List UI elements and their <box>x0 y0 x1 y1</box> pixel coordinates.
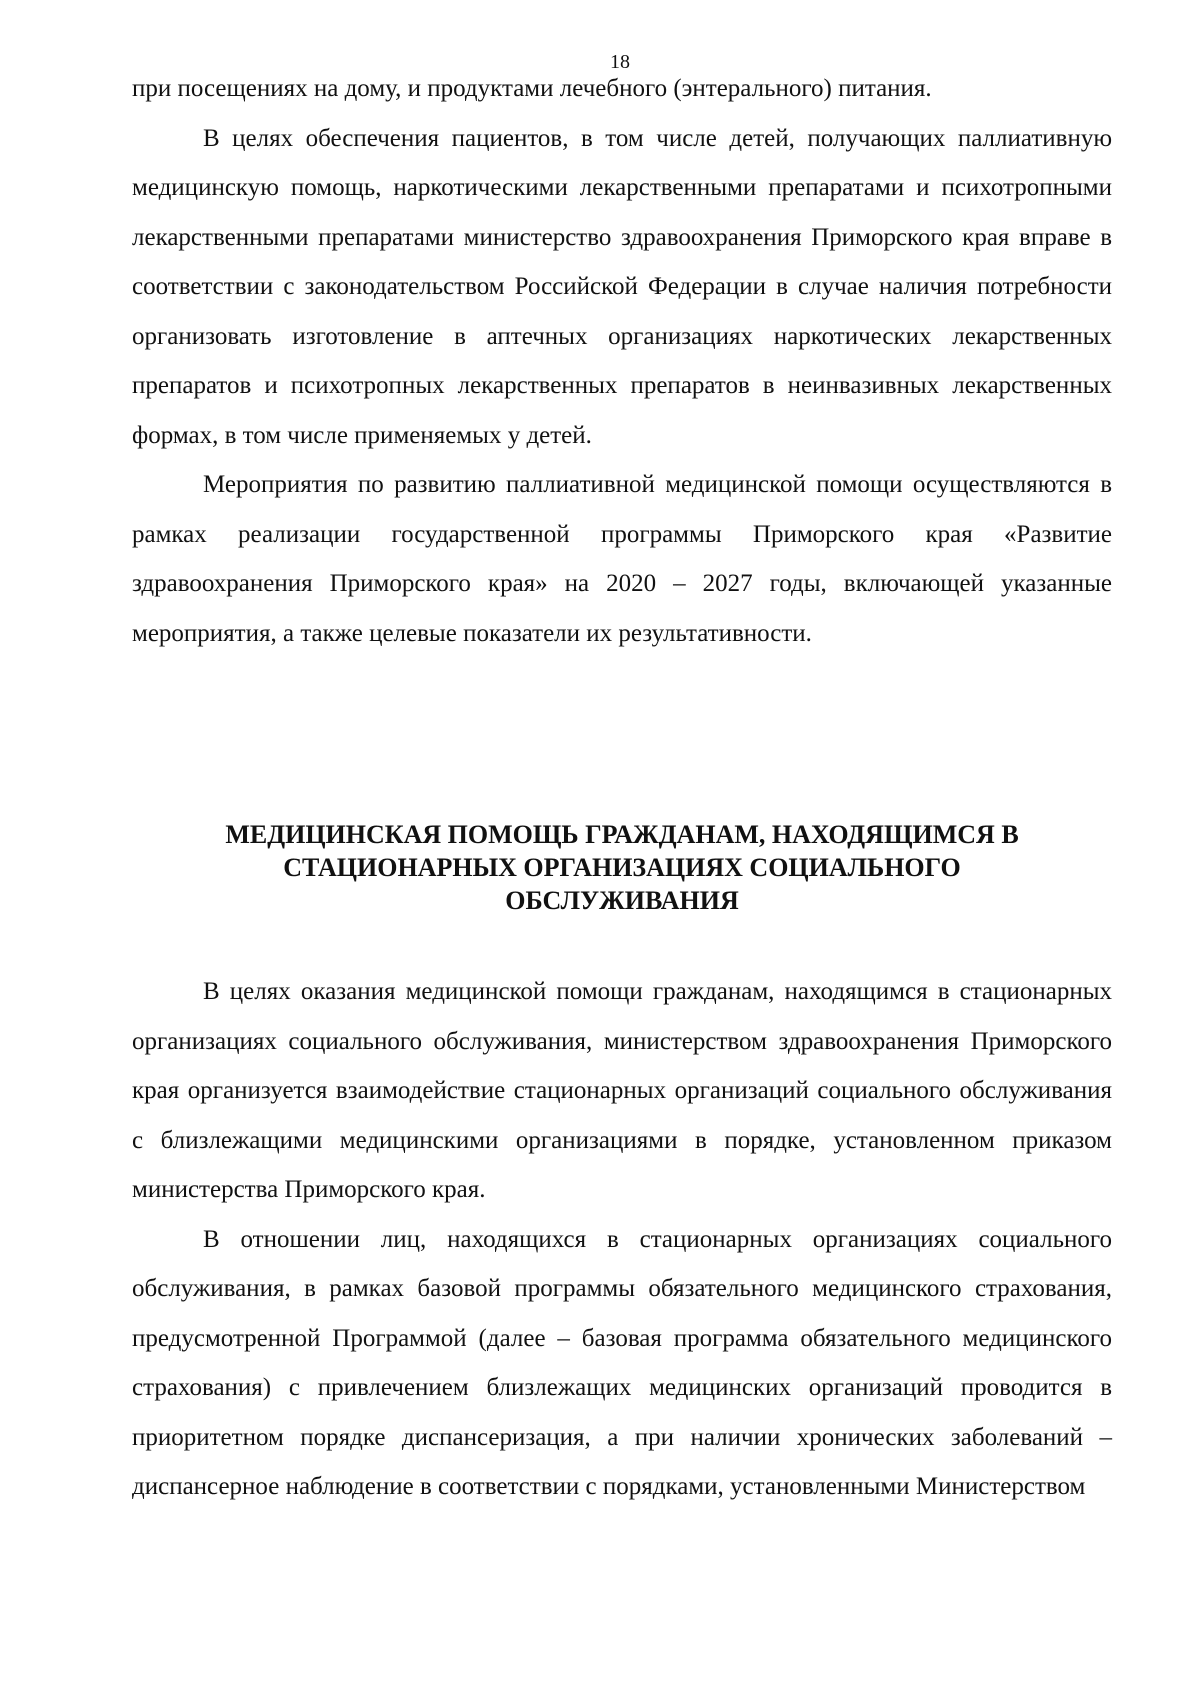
section-heading-line: МЕДИЦИНСКАЯ ПОМОЩЬ ГРАЖДАНАМ, НАХОДЯЩИМСЯ В <box>225 820 1019 849</box>
section-heading-line: ОБСЛУЖИВАНИЯ <box>505 886 739 915</box>
section-heading-line: СТАЦИОНАРНЫХ ОРГАНИЗАЦИЯХ СОЦИАЛЬНОГО <box>283 853 961 882</box>
page-number: 18 <box>610 51 630 73</box>
paragraph-narcotics: В целях обеспечения пациентов, в том числе детей, получающих паллиативную медицинскую помощь, наркотическими лекарственными препаратами и психотропными лекарственными препаратами министерство здравоохранения Приморского края вправе в соответствии с законодательством Российской Федерации в случае наличия потребности организовать изготовление в аптечных организациях наркотических лекарственных препаратов и психотропных лекарственных препаратов в неинвазивных лекарственных формах, в том числе применяемых у детей. <box>132 124 1112 449</box>
paragraph-program: Мероприятия по развитию паллиативной медицинской помощи осуществляются в рамках реализации государственной программы Приморского края «Развитие здравоохранения Приморского края» на 2020 – 2027 годы, включающей указанные мероприятия, а также целевые показатели их результативности. <box>132 471 1112 647</box>
paragraph-continuation: при посещениях на дому, и продуктами лечебного (энтерального) питания. <box>132 75 932 102</box>
section-heading <box>132 818 1112 917</box>
paragraph-dispensary: В отношении лиц, находящихся в стационарных организациях социального обслуживания, в рамках базовой программы обязательного медицинского страхования, предусмотренной Программой (далее – базовая программа обязательного медицинского страхования) с привлечением близлежащих медицинских организаций проводится в приоритетном порядке диспансеризация, а при наличии хронических заболеваний – диспансерное наблюдение в соответствии с порядками, установленными Министерством <box>132 1225 1112 1500</box>
top-text-block <box>132 64 1112 658</box>
bottom-text-block <box>132 967 1112 1512</box>
paragraph-interaction: В целях оказания медицинской помощи гражданам, находящимся в стационарных организациях социального обслуживания, министерством здравоохранения Приморского края организуется взаимодействие стационарных организаций социального обслуживания с близлежащими медицинскими организациями в порядке, установленном приказом министерства Приморского края. <box>132 978 1112 1203</box>
